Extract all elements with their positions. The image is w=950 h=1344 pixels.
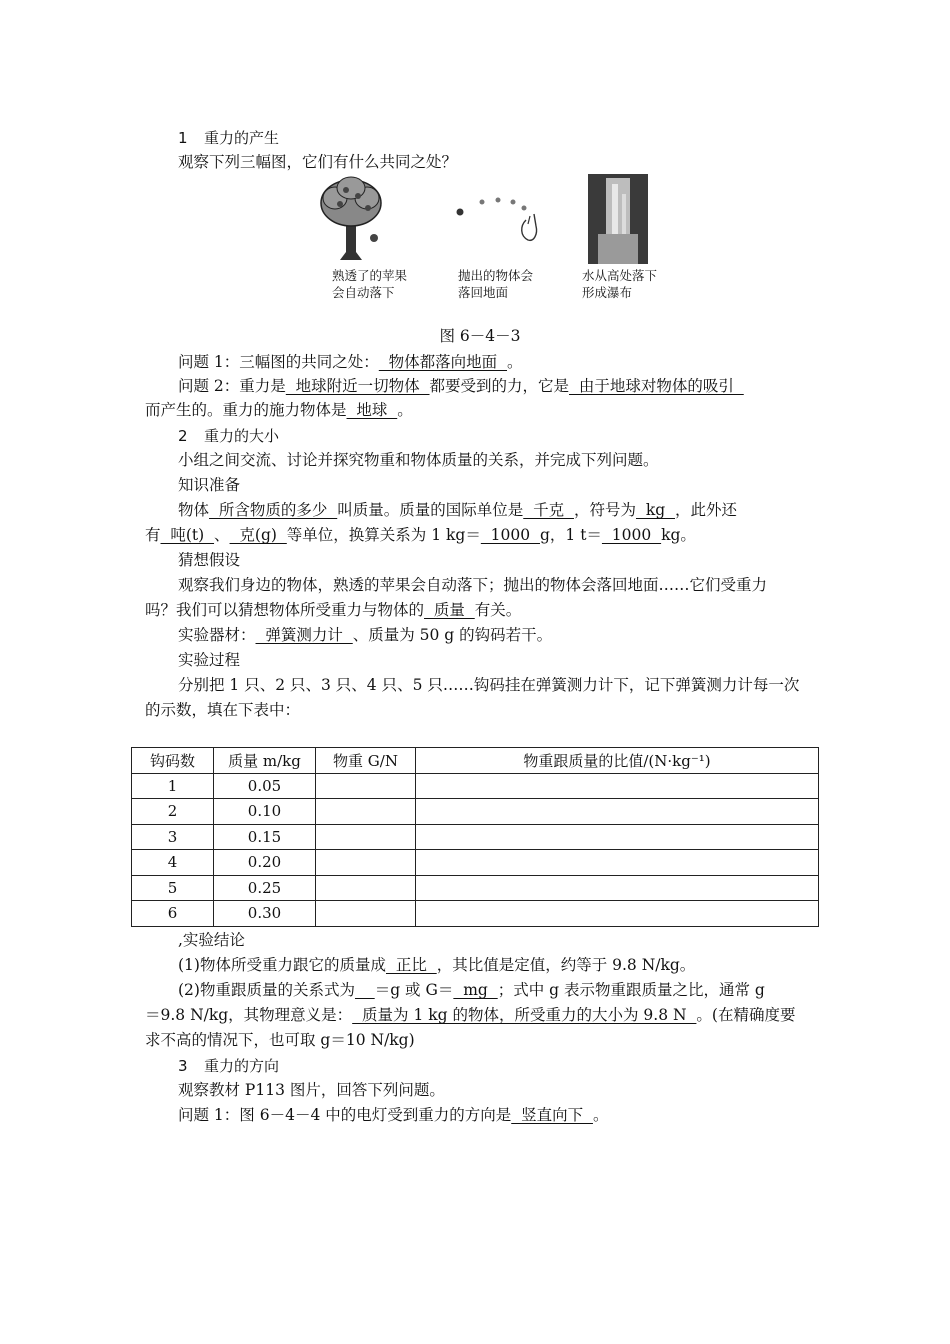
section-2-heading: 2 重力的大小 — [178, 427, 280, 445]
table-cell[interactable] — [316, 824, 416, 850]
table-row — [132, 799, 819, 825]
table-row — [132, 824, 819, 850]
section-1-intro: 观察下列三幅图，它们有什么共同之处？ — [178, 153, 458, 171]
table-cell[interactable] — [416, 875, 819, 901]
figure-1-caption: 熟透了的苹果 会自动落下 — [332, 268, 408, 300]
table-cell: 0.15 — [214, 824, 316, 850]
table-header-row — [132, 748, 819, 774]
table-cell: 0.20 — [214, 850, 316, 876]
table-cell: 0.30 — [214, 901, 316, 927]
table-cell: 0.05 — [214, 773, 316, 799]
table-cell: 2 — [132, 799, 214, 825]
hypothesis-text-1: 观察我们身边的物体，熟透的苹果会自动落下；抛出的物体会落回地面……它们受重力 — [178, 576, 768, 594]
table-header: 质量 m/kg — [214, 748, 316, 774]
table-cell[interactable] — [416, 901, 819, 927]
table-cell[interactable] — [316, 901, 416, 927]
figure-2-caption: 抛出的物体会 落回地面 — [458, 268, 534, 300]
table-cell: 3 — [132, 824, 214, 850]
data-table — [131, 747, 819, 927]
table-cell: 6 — [132, 901, 214, 927]
hypothesis-heading: 猜想假设 — [178, 551, 241, 569]
section-3-heading: 3 重力的方向 — [178, 1057, 280, 1075]
mass-definition: 物体 所含物质的多少 叫质量。质量的国际单位是 千克 ，符号为 kg ，此外还 — [178, 501, 738, 519]
table-header: 物重跟质量的比值/(N·kg⁻¹) — [416, 748, 819, 774]
table-cell[interactable] — [316, 850, 416, 876]
table-header: 钩码数 — [132, 748, 214, 774]
procedure-text-2: 的示数，填在下表中： — [145, 701, 301, 719]
waterfall-illustration — [588, 174, 648, 264]
table-row — [132, 901, 819, 927]
table-cell[interactable] — [316, 875, 416, 901]
table-cell: 1 — [132, 773, 214, 799]
table-cell: 0.25 — [214, 875, 316, 901]
prep-heading: 知识准备 — [178, 476, 241, 494]
question-2-continued: 而产生的。重力的施力物体是 地球 。 — [145, 401, 413, 419]
equipment: 实验器材： 弹簧测力计 、质量为 50 g 的钩码若干。 — [178, 626, 553, 644]
procedure-text-1: 分别把 1 只、2 只、3 只、4 只、5 只……钩码挂在弹簧测力计下，记下弹簧测力计每一次 — [178, 676, 800, 694]
table-cell[interactable] — [416, 773, 819, 799]
conclusion-heading: ,实验结论 — [178, 931, 245, 949]
question-1: 问题 1：三幅图的共同之处： 物体都落向地面 。 — [178, 353, 523, 371]
table-cell[interactable] — [316, 799, 416, 825]
table-cell[interactable] — [416, 850, 819, 876]
conclusion-1: (1)物体所受重力跟它的质量成 正比 ，其比值是定值，约等于 9.8 N/kg。 — [178, 956, 696, 974]
conclusion-2-note: 求不高的情况下，也可取 g＝10 N/kg) — [145, 1031, 415, 1049]
question-2: 问题 2：重力是 地球附近一切物体 都要受到的力，它是 由于地球对物体的吸引 — [178, 377, 744, 395]
table-cell: 4 — [132, 850, 214, 876]
table-row — [132, 850, 819, 876]
figure-3-caption: 水从高处落下 形成瀑布 — [582, 268, 658, 300]
procedure-heading: 实验过程 — [178, 651, 241, 669]
section-3-intro: 观察教材 P113 图片，回答下列问题。 — [178, 1081, 445, 1099]
table-cell[interactable] — [416, 824, 819, 850]
figure-label: 图 6－4－3 — [439, 327, 521, 345]
table-row — [132, 875, 819, 901]
conclusion-2: (2)物重跟质量的关系式为 ＝g 或 G＝ mg ；式中 g 表示物重跟质量之比，通常 g — [178, 981, 765, 999]
table-cell[interactable] — [416, 799, 819, 825]
section-2-intro: 小组之间交流、讨论并探究物重和物体质量的关系，并完成下列问题。 — [178, 451, 659, 469]
table-header: 物重 G/N — [316, 748, 416, 774]
figure-group — [310, 170, 680, 310]
mass-units: 有 吨(t) 、 克(g) 等单位，换算关系为 1 kg＝ 1000 g，1 t＝ 1000 kg。 — [145, 526, 696, 544]
hypothesis-text-2: 吗？我们可以猜想物体所受重力与物体的 质量 有关。 — [145, 601, 522, 619]
table-cell: 5 — [132, 875, 214, 901]
table-cell: 0.10 — [214, 799, 316, 825]
section-1-heading: 1 重力的产生 — [178, 129, 280, 147]
question-3: 问题 1：图 6－4－4 中的电灯受到重力的方向是 竖直向下 。 — [178, 1106, 609, 1124]
table-row — [132, 773, 819, 799]
table-cell[interactable] — [316, 773, 416, 799]
conclusion-2-meaning: ＝9.8 N/kg，其物理意义是： 质量为 1 kg 的物体，所受重力的大小为 9.8 N 。(在精确度要 — [145, 1006, 796, 1024]
thrown-object-illustration — [450, 190, 550, 250]
